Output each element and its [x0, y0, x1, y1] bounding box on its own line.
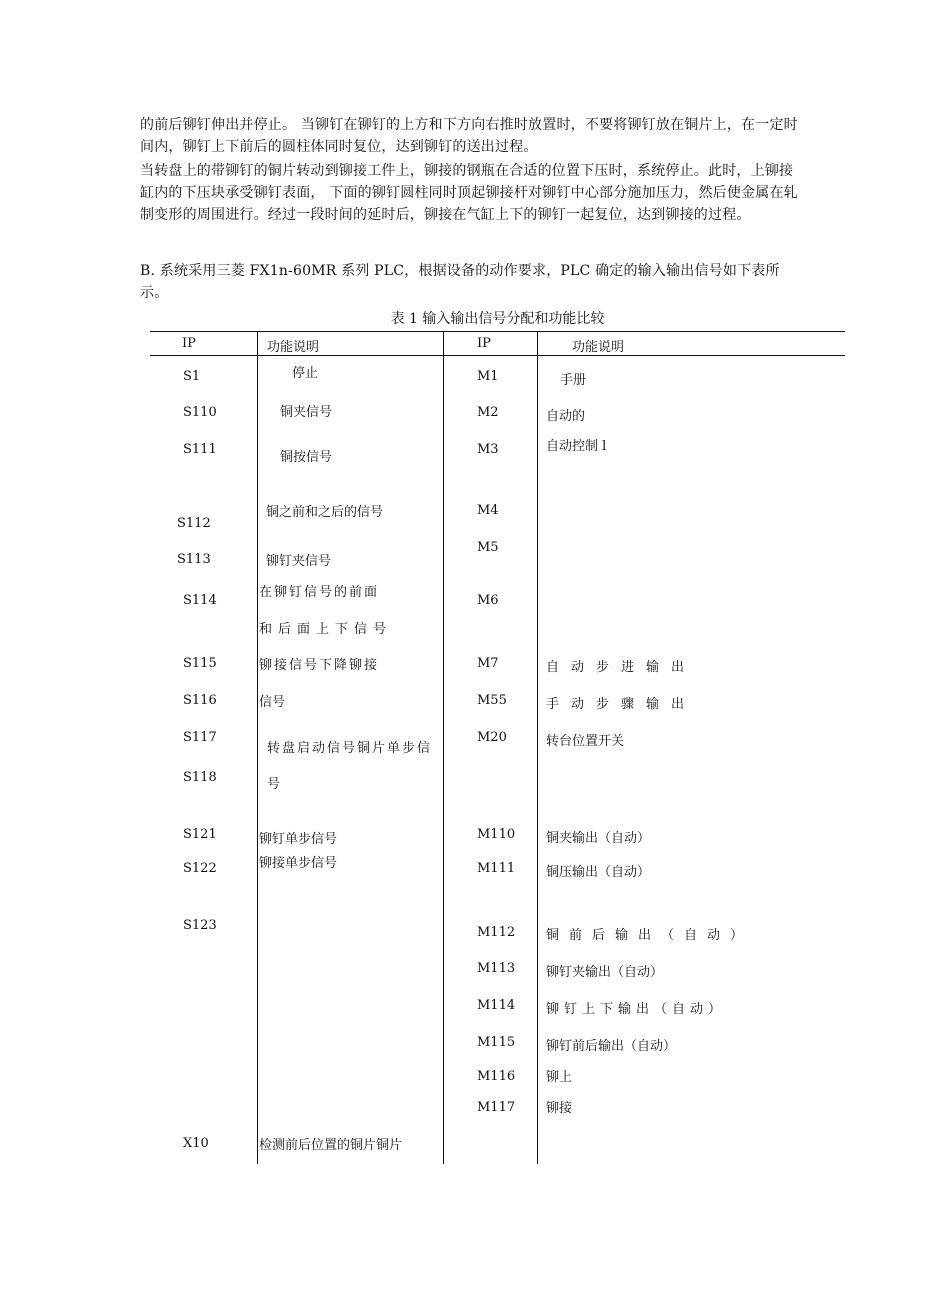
right-ip-cell: M7 [477, 656, 499, 671]
left-ip-cell: S112 [177, 516, 211, 531]
left-desc-cell: 在铆钉信号的前面 [259, 585, 380, 600]
left-desc-cell: 铜按信号 [280, 450, 333, 465]
column-divider-3 [537, 331, 538, 1164]
body-paragraph-1: 的前后铆钉伸出并停止。 当铆钉在铆钉的上方和下方向右推时放置时，不要将铆钉放在铜片上，在一定时间内，铆钉上下前后的圆柱体同时复位，达到铆钉的送出过程。 [140, 117, 798, 155]
right-desc-cell: 铆钉前后输出（自动） [546, 1039, 677, 1054]
left-desc-cell: 铜之前和之后的信号 [266, 505, 384, 520]
right-ip-cell: M114 [477, 998, 516, 1013]
column-divider-2 [443, 331, 444, 1164]
right-ip-cell: M111 [477, 861, 516, 876]
right-desc-cell: 自动的 [546, 409, 586, 424]
right-desc-cell: 转台位置开关 [546, 734, 625, 749]
right-desc-cell: 铜夹输出（自动） [546, 831, 651, 846]
column-divider-1 [257, 331, 258, 1164]
right-ip-cell: M115 [477, 1035, 516, 1050]
left-ip-cell: S122 [183, 861, 217, 876]
left-ip-cell: S1 [183, 369, 201, 384]
left-desc-cell: 检测前后位置的铜片铜片 [259, 1138, 403, 1153]
table-header-rule [150, 355, 845, 356]
body-paragraph-2: 当转盘上的带铆钉的铜片转动到铆接工件上，铆接的钢瓶在合适的位置下压时，系统停止。此时，上铆接缸内的下压块承受铆钉表面， 下面的铆钉圆柱同时顶起铆接杆对铆钉中心部分施加压力，然后使金属在轧制变形的周围进行。经过一段时间的延时后，铆接在气缸上下的铆钉一起复位，达到铆接的过程。 [140, 163, 798, 223]
right-desc-cell: 铆钉上下输出（自动） [546, 1002, 727, 1017]
right-ip-cell: M6 [477, 593, 499, 608]
left-desc-cell: 停止 [292, 366, 319, 381]
right-desc-cell: 铆钉夹输出（自动） [546, 965, 664, 980]
right-ip-cell: M113 [477, 961, 516, 976]
table-top-rule [150, 331, 845, 332]
left-desc-cell: 铆接信号下降铆接 [259, 658, 380, 673]
right-ip-cell: M110 [477, 827, 516, 842]
right-ip-cell: M3 [477, 442, 499, 457]
left-desc-cell: 转盘启动信号铜片单步信 [267, 741, 433, 756]
left-ip-cell: S116 [183, 693, 217, 708]
body-paragraph-3: B. 系统采用三菱 FX1n-60MR 系列 PLC，根据设备的动作要求，PLC 确定的输入输出信号如下表所示。 [140, 263, 780, 301]
left-ip-cell: S115 [183, 656, 217, 671]
left-desc-cell: 铆钉夹信号 [266, 554, 332, 569]
right-desc-cell: 手动步骤输出 [546, 697, 697, 712]
left-desc-cell: 铆钉单步信号 [259, 832, 338, 847]
left-ip-cell: S114 [183, 593, 217, 608]
right-desc-cell: 铆接 [546, 1101, 573, 1116]
header-ip-left: IP [182, 336, 196, 351]
left-desc-cell: 号 [267, 777, 281, 792]
left-ip-cell: S113 [177, 552, 211, 567]
right-desc-cell: 自动步进输出 [546, 660, 697, 675]
right-ip-cell: M116 [477, 1069, 516, 1084]
left-ip-cell: X10 [183, 1136, 209, 1151]
header-desc-right: 功能说明 [572, 340, 625, 355]
left-desc-cell: 信号 [259, 695, 286, 710]
right-desc-cell: 铆上 [546, 1070, 573, 1085]
left-ip-cell: S111 [183, 442, 217, 457]
right-ip-cell: M5 [477, 540, 499, 555]
left-desc-cell: 和后面上下信号 [259, 622, 393, 637]
left-ip-cell: S118 [183, 770, 217, 785]
header-desc-left: 功能说明 [267, 340, 320, 355]
left-ip-cell: S123 [183, 918, 217, 933]
right-ip-cell: M2 [477, 405, 499, 420]
left-desc-cell: 铜夹信号 [280, 405, 333, 420]
right-desc-cell: 铜压输出（自动） [546, 865, 651, 880]
left-ip-cell: S110 [183, 405, 217, 420]
right-desc-cell: 铜前后输出（自动） [546, 928, 754, 943]
right-ip-cell: M55 [477, 693, 507, 708]
left-ip-cell: S121 [183, 827, 217, 842]
right-desc-cell: 手册 [560, 373, 587, 388]
right-ip-cell: M20 [477, 730, 507, 745]
right-ip-cell: M1 [477, 369, 499, 384]
right-desc-cell: 自动控制 l [546, 439, 607, 454]
right-ip-cell: M117 [477, 1100, 516, 1115]
right-ip-cell: M112 [477, 925, 516, 940]
right-ip-cell: M4 [477, 503, 499, 518]
header-ip-right: IP [477, 336, 491, 351]
left-desc-cell: 铆接单步信号 [259, 856, 338, 871]
table-caption: 表 1 输入输出信号分配和功能比较 [390, 311, 605, 327]
left-ip-cell: S117 [183, 730, 217, 745]
